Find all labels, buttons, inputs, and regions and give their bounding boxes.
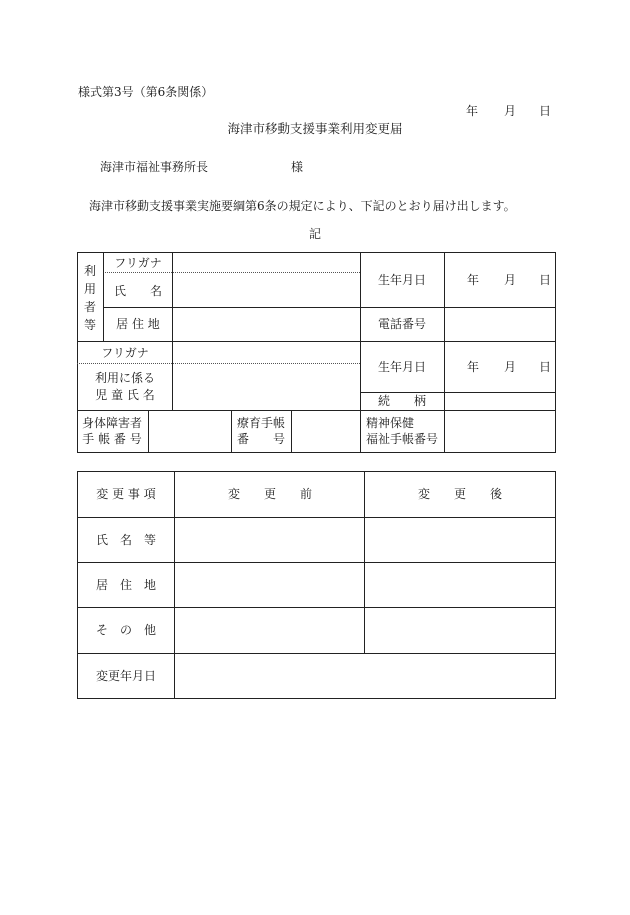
mental-handbook-field[interactable]: [445, 411, 555, 452]
other-before-field[interactable]: [175, 608, 364, 653]
birth-date-label: 生年月日: [377, 273, 427, 287]
disability-handbook-label-line2: 手 帳 番 号: [82, 432, 142, 446]
child-name-label-line1: 利用に係る: [94, 371, 156, 385]
change-row-label-address: 居 住 地: [95, 578, 157, 592]
date-day-label: 日: [539, 104, 552, 118]
statement: 海津市移動支援事業実施要綱第6条の規定により、下記のとおり届け出します。: [89, 199, 516, 213]
furigana-label: フリガナ: [114, 256, 162, 270]
change-date-label: 変更年月日: [95, 669, 157, 683]
mental-handbook-label-line1: 精神保健: [366, 416, 415, 430]
change-after-header: 変 更 後: [417, 487, 503, 501]
group-label-char: 等: [83, 318, 96, 332]
name-after-field[interactable]: [365, 518, 555, 562]
furigana-field[interactable]: [173, 253, 360, 272]
child-birth-day-label: 日: [539, 360, 552, 374]
relation-field[interactable]: [445, 393, 555, 410]
group-label-char: 者: [83, 300, 96, 314]
change-before-header: 変 更 前: [227, 487, 313, 501]
address-label: 居 住 地: [116, 317, 160, 331]
name-field[interactable]: [173, 273, 360, 307]
birth-month-label: 月: [504, 273, 517, 287]
child-furigana-field[interactable]: [173, 342, 360, 363]
ryoiku-handbook-field[interactable]: [292, 411, 360, 452]
phone-label: 電話番号: [377, 317, 427, 331]
change-row-label-other: そ の 他: [95, 623, 157, 637]
ki-heading: 記: [308, 227, 322, 241]
child-birth-date-label: 生年月日: [377, 360, 427, 374]
group-label-char: 利: [83, 264, 96, 278]
child-furigana-label: フリガナ: [101, 346, 149, 360]
name-label: 氏 名: [113, 284, 163, 298]
disability-handbook-field[interactable]: [149, 411, 231, 452]
ryoiku-handbook-label-line1: 療育手帳: [236, 416, 286, 430]
form-number: 様式第3号（第6条関係）: [78, 85, 214, 99]
birth-day-label: 日: [539, 273, 552, 287]
date-month-label: 月: [504, 104, 517, 118]
page-title: 海津市移動支援事業利用変更届: [227, 121, 403, 136]
date-year-label: 年: [466, 104, 479, 118]
address-field[interactable]: [173, 308, 360, 341]
change-date-field[interactable]: [175, 654, 555, 698]
addressee: 海津市福祉事務所長: [100, 160, 209, 174]
change-row-label-name: 氏 名 等: [95, 533, 157, 547]
honorific: 様: [291, 160, 304, 174]
child-birth-year-label: 年: [467, 360, 480, 374]
disability-handbook-label-line1: 身体障害者: [81, 416, 143, 430]
mental-handbook-label-line2: 福祉手帳番号: [366, 432, 439, 446]
address-before-field[interactable]: [175, 563, 364, 607]
relation-label: 続 柄: [377, 394, 427, 408]
name-before-field[interactable]: [175, 518, 364, 562]
change-item-header: 変 更 事 項: [96, 487, 156, 501]
child-name-field[interactable]: [173, 364, 360, 410]
child-name-label-line2: 児 童 氏 名: [95, 388, 155, 402]
phone-field[interactable]: [445, 308, 555, 341]
ryoiku-handbook-label-line2: 番 号: [236, 432, 286, 446]
other-after-field[interactable]: [365, 608, 555, 653]
address-after-field[interactable]: [365, 563, 555, 607]
group-label-char: 用: [83, 282, 96, 296]
birth-year-label: 年: [467, 273, 480, 287]
child-birth-month-label: 月: [504, 360, 517, 374]
